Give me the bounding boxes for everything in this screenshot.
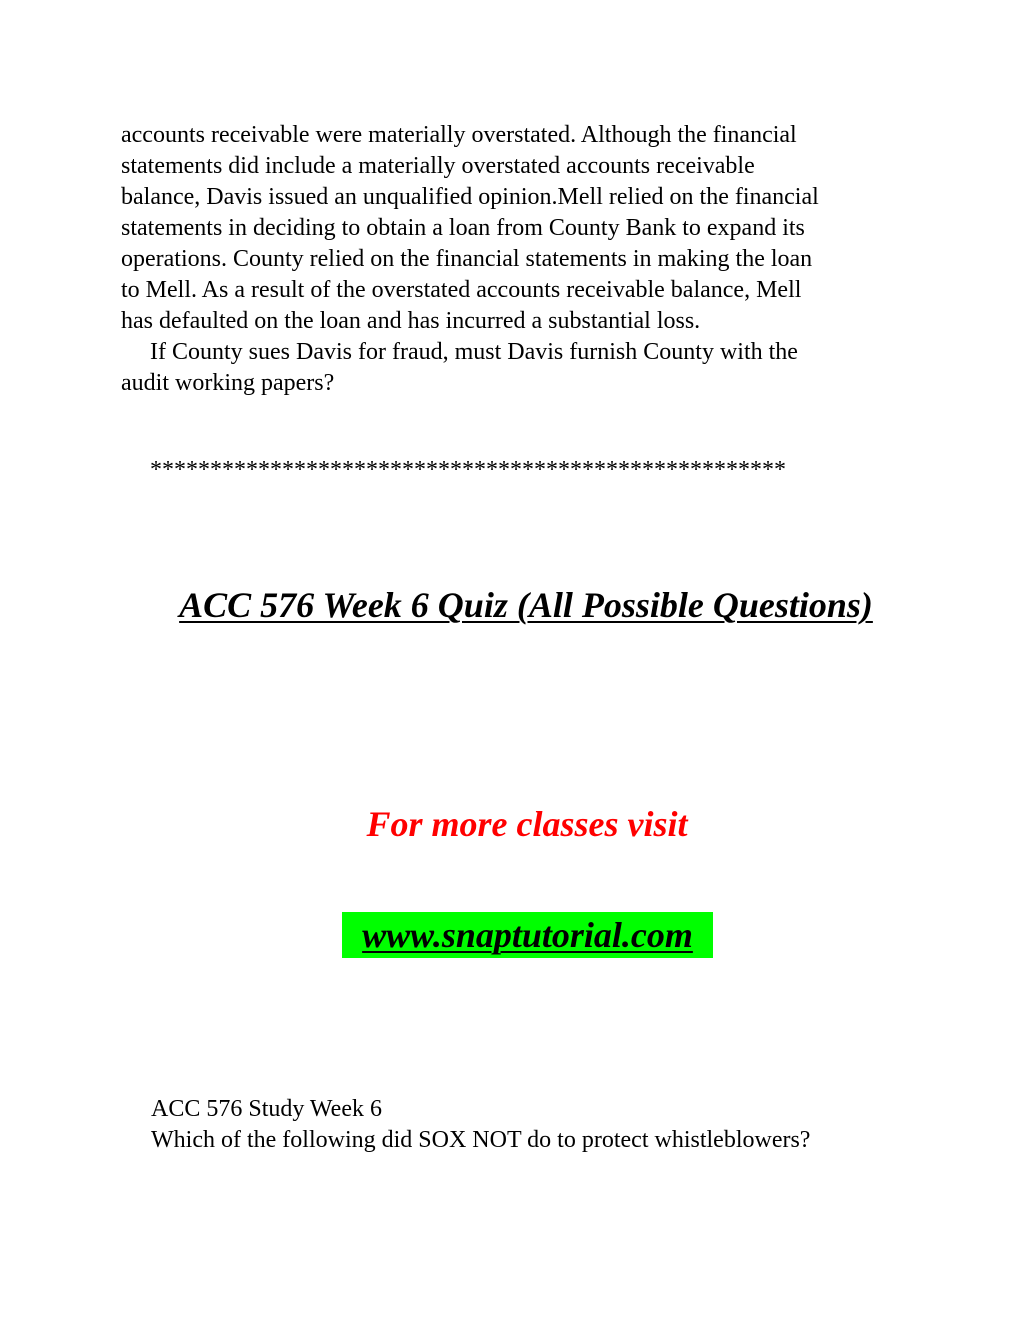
quiz-title-text: ACC 576 Week 6 Quiz (All Possible Questions) [179,585,873,625]
study-question: Which of the following did SOX NOT do to protect whistleblowers? [151,1127,811,1153]
passage-line: balance, Davis issued an unqualified opinion.Mell relied on the financial [121,184,819,210]
link-highlight [342,912,713,958]
passage-line: to Mell. As a result of the overstated accounts receivable balance, Mell [121,277,802,303]
passage-line: operations. County relied on the financial statements in making the loan [121,246,813,272]
passage-line: statements did include a materially overstated accounts receivable [121,153,755,179]
case-passage [121,120,911,399]
asterisk-separator: ***************************************************** [150,457,786,483]
promo-text: For more classes visit [366,804,688,844]
passage-line: has defaulted on the loan and has incurred a substantial loss. [121,308,701,334]
study-heading: ACC 576 Study Week 6 [151,1096,382,1122]
snaptutorial-link[interactable]: www.snaptutorial.com [362,915,693,955]
case-question-line: audit working papers? [121,370,335,396]
case-question-line: If County sues Davis for fraud, must Davis furnish County with the [150,339,798,365]
study-section [151,1094,931,1156]
quiz-title [0,583,1024,627]
passage-line: statements in deciding to obtain a loan from County Bank to expand its [121,215,805,241]
passage-line: accounts receivable were materially overstated. Although the financial [121,122,797,148]
